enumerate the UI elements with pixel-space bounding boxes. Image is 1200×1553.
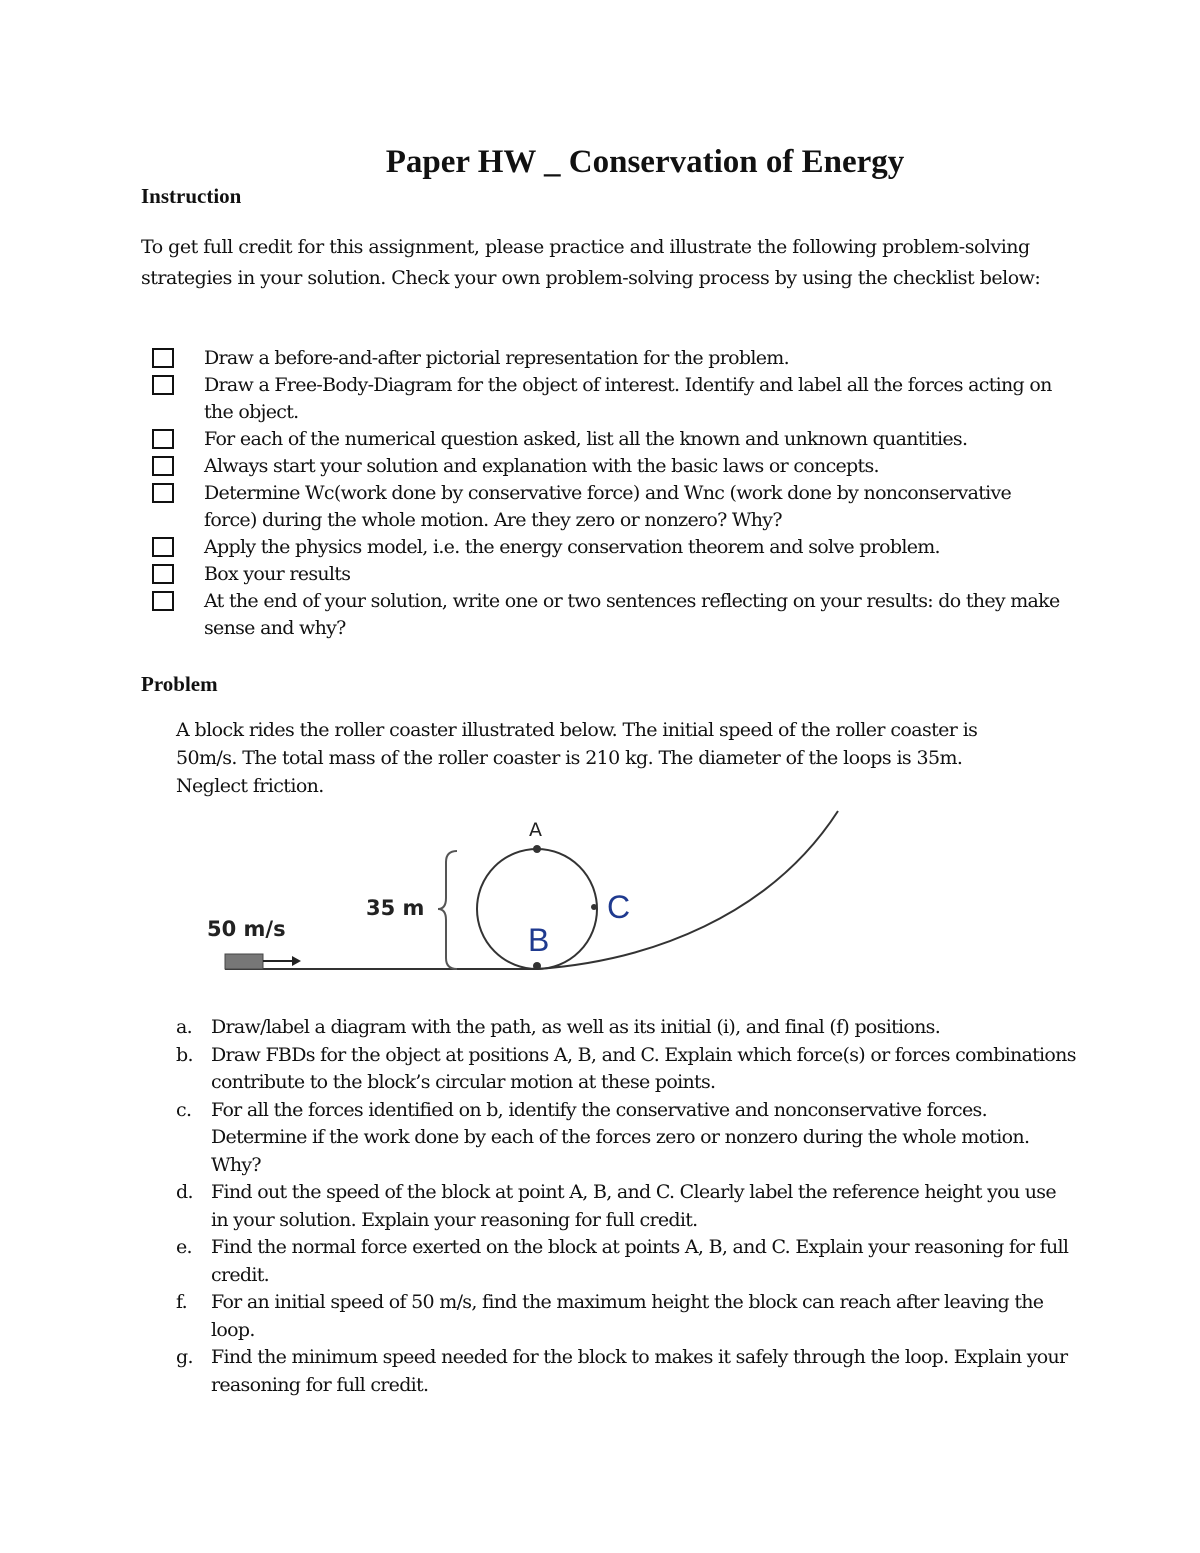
block (225, 954, 263, 969)
instruction-heading: Instruction (141, 184, 242, 208)
question-letter: f. (176, 1291, 187, 1313)
question-item (176, 1344, 1076, 1399)
checklist-item-text: For each of the numerical question asked, list all the known and unknown quantities. (204, 428, 968, 450)
checklist-item-text: Draw a Free-Body-Diagram for the object of interest. Identify and label all the forces acting on the object. (204, 374, 1052, 423)
problem-heading: Problem (141, 672, 218, 696)
question-text: Draw FBDs for the object at positions A, B, and C. Explain which force(s) or forces combinations contribute to the block’s circular motion at these points. (211, 1043, 1076, 1093)
checkbox[interactable] (152, 564, 174, 584)
point-a-label: A (529, 819, 542, 841)
point-c-label: C (607, 889, 631, 925)
checklist-item (152, 588, 1062, 642)
point-b-label: B (528, 922, 550, 958)
checklist-item-text: Always start your solution and explanation with the basic laws or concepts. (204, 455, 879, 477)
checklist-item (152, 453, 1062, 480)
checkbox[interactable] (152, 483, 174, 503)
checklist (152, 345, 1062, 642)
question-list (176, 1014, 1076, 1399)
question-letter: g. (176, 1346, 193, 1368)
instruction-intro: To get full credit for this assignment, please practice and illustrate the following problem-solving strategies in your solution. Check your own problem-solving process by using the checklist below: (141, 236, 1041, 289)
checklist-item (152, 372, 1062, 426)
checkbox[interactable] (152, 375, 174, 395)
question-text: For an initial speed of 50 m/s, find the maximum height the block can reach after leaving the loop. (211, 1291, 1044, 1341)
checklist-item-text: At the end of your solution, write one or two sentences reflecting on your results: do they make sense and why? (204, 590, 1060, 639)
question-letter: e. (176, 1236, 192, 1258)
checklist-item (152, 561, 1062, 588)
checkbox[interactable] (152, 429, 174, 449)
arrow-head-icon (292, 956, 301, 966)
question-text: For all the forces identified on b, identify the conservative and nonconservative forces. Determine if the work done by each of the forces zero or nonzero during the whole motion. Why? (211, 1098, 1030, 1176)
question-letter: a. (176, 1016, 192, 1038)
checklist-item-text: Apply the physics model, i.e. the energy conservation theorem and solve problem. (204, 536, 940, 558)
question-item (176, 1289, 1076, 1344)
question-item (176, 1097, 1076, 1180)
question-item (176, 1042, 1076, 1097)
question-item (176, 1179, 1076, 1234)
question-letter: c. (176, 1098, 192, 1121)
question-text: Find out the speed of the block at point A, B, and C. Clearly label the reference height you use in your solution. Explain your reasoning for full credit. (211, 1181, 1056, 1231)
checklist-item-text: Determine Wc(work done by conservative force) and Wnc (work done by nonconservative force) during the whole motion. Are they zero or nonzero? Why? (204, 482, 1012, 531)
point-c-marker (591, 904, 597, 910)
point-a-marker (533, 845, 541, 853)
checklist-item (152, 480, 1062, 534)
checklist-item (152, 534, 1062, 561)
question-text: Draw/label a diagram with the path, as well as its initial (i), and final (f) positions. (211, 1016, 941, 1038)
question-text: Find the minimum speed needed for the block to makes it safely through the loop. Explain your reasoning for full credit. (211, 1346, 1068, 1396)
question-text: Find the normal force exerted on the block at points A, B, and C. Explain your reasoning for full credit. (211, 1236, 1069, 1286)
roller-coaster-diagram (170, 806, 850, 982)
checklist-item-text: Box your results (204, 563, 351, 585)
checkbox[interactable] (152, 591, 174, 611)
question-item (176, 1014, 1076, 1042)
checklist-item (152, 345, 1062, 372)
speed-label: 50 m/s (207, 917, 286, 941)
height-brace (438, 851, 457, 969)
checkbox[interactable] (152, 348, 174, 368)
checklist-item-text: Draw a before-and-after pictorial representation for the problem. (204, 347, 789, 369)
question-item (176, 1234, 1076, 1289)
document-title: Paper HW _ Conservation of Energy (385, 144, 905, 180)
point-b-marker (533, 962, 541, 970)
checkbox[interactable] (152, 537, 174, 557)
question-letter: b. (176, 1043, 193, 1066)
question-letter: d. (176, 1181, 193, 1203)
problem-statement: A block rides the roller coaster illustrated below. The initial speed of the roller coaster is 50m/s. The total mass of the roller coaster is 210 kg. The diameter of the loops is 35m. Neglect friction. (176, 719, 978, 797)
checkbox[interactable] (152, 456, 174, 476)
height-label: 35 m (366, 896, 425, 920)
checklist-item (152, 426, 1062, 453)
